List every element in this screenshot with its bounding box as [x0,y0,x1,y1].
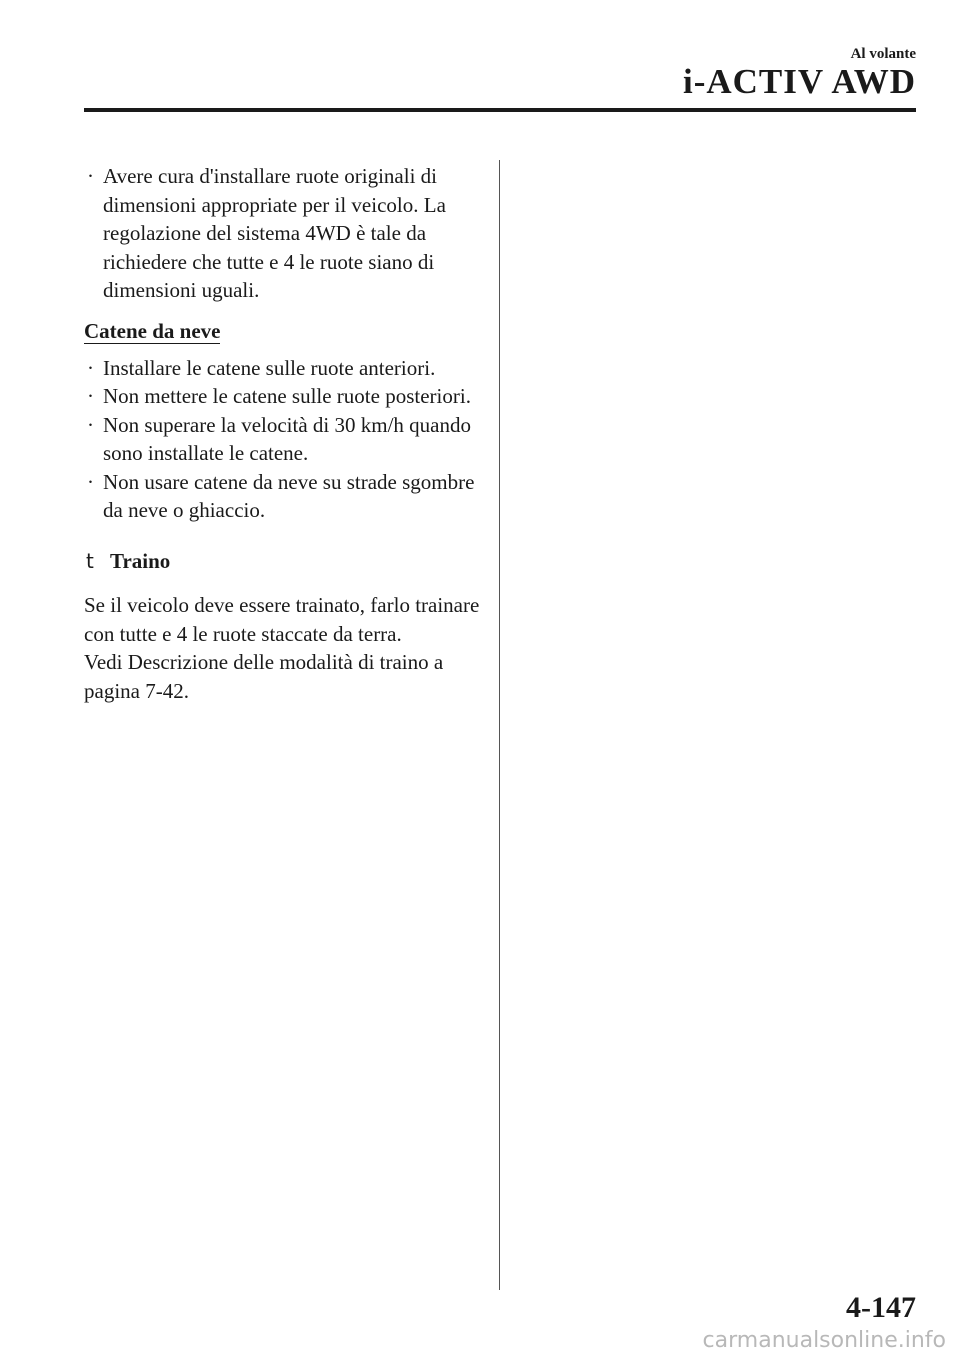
towing-heading-text: Traino [110,548,171,573]
snow-chains-bullet-list [84,354,484,525]
header-section-label: Al volante [850,46,916,62]
bullet-item: · Avere cura d'installare ruote originali di dimensioni appropriate per il veicolo. La regolazione del sistema 4WD è tale da richiedere che tutte e 4 le ruote siano di dimensioni uguali. [84,162,484,305]
header-rule [84,108,916,112]
bullet-item: · Non superare la velocità di 30 km/h quando sono installate le catene. [84,411,484,468]
snow-chains-heading: Catene da neve [84,318,221,343]
page-title: i-ACTIV AWD [682,62,916,101]
bullet-item: · Non mettere le catene sulle ruote posteriori. [84,382,484,411]
left-column [84,162,484,705]
towing-paragraph: Se il veicolo deve essere trainato, farlo trainare con tutte e 4 le ruote staccate da terra. [84,593,480,646]
watermark: carmanualsonline.info [702,1328,946,1353]
towing-reference-paragraph: Vedi Descrizione delle modalità di traino a pagina 7-42. [84,650,444,703]
column-divider [499,160,500,1290]
towing-heading [84,547,484,576]
bullet-item: · Installare le catene sulle ruote anteriori. [84,354,484,383]
bullet-item: · Non usare catene da neve su strade sgombre da neve o ghiaccio. [84,468,484,525]
section-marker-icon: t [86,548,94,573]
intro-bullet-list [84,162,484,305]
page-number: 4-147 [846,1291,916,1324]
